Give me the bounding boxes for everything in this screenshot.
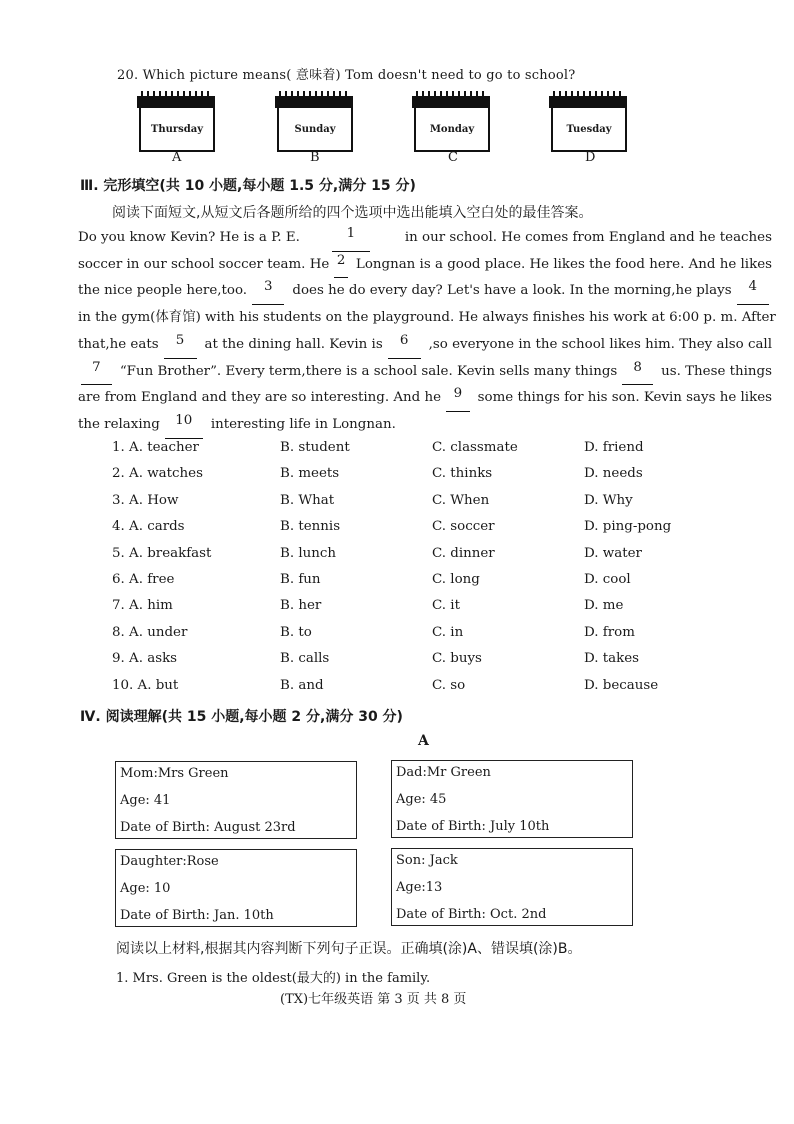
calendar-day: Sunday	[277, 106, 353, 152]
passage-label: A	[418, 733, 429, 749]
option-row	[112, 546, 712, 566]
calendar-day: Tuesday	[551, 106, 627, 152]
option-choice: B. her	[280, 598, 322, 614]
option-choice: C. thinks	[432, 466, 493, 482]
option-choice: D. me	[584, 598, 624, 614]
passage-text: that,he eats	[78, 336, 159, 352]
answer-blank: 10	[165, 412, 203, 439]
option-choice: 2. A. watches	[112, 466, 203, 482]
card-role: Son: Jack	[396, 853, 458, 868]
calendar-label-b: B	[310, 150, 320, 165]
question-20: 20. Which picture means( 意味着) Tom doesn't need to go to school?	[117, 68, 576, 83]
option-choice: C. classmate	[432, 440, 518, 455]
option-choice: 7. A. him	[112, 598, 173, 614]
family-info-card	[115, 761, 357, 839]
option-choice: C. so	[432, 677, 466, 693]
card-role: Dad:Mr Green	[396, 765, 491, 780]
passage-line	[78, 252, 772, 279]
calendar-rings	[279, 91, 349, 101]
option-row	[112, 493, 712, 513]
card-age: Age:13	[396, 880, 443, 895]
answer-blank: 3	[252, 278, 284, 305]
page-footer: (TX)七年级英语 第 3 页 共 8 页	[280, 992, 467, 1007]
card-dob: Date of Birth: July 10th	[396, 819, 550, 834]
family-info-card	[115, 849, 357, 927]
option-choice: C. long	[432, 572, 480, 587]
option-choice: 10. A. but	[112, 677, 179, 693]
passage-text: the nice people here,too.	[78, 283, 248, 299]
card-dob: Date of Birth: August 23rd	[120, 820, 296, 835]
passage-line	[78, 278, 772, 305]
card-dob: Date of Birth: Jan. 10th	[120, 908, 274, 923]
answer-blank: 5	[164, 332, 197, 359]
passage-text: Longnan is a good place. He likes the food here. And he likes	[355, 256, 772, 272]
option-choice: D. friend	[584, 440, 644, 455]
option-choice: B. What	[280, 492, 335, 508]
passage-text: in our school. He comes from England and he teaches	[404, 230, 772, 245]
option-choice: 9. A. asks	[112, 651, 178, 667]
option-choice: C. buys	[432, 651, 482, 667]
cloze-heading: Ⅲ. 完形填空(共 10 小题,每小题 1.5 分,满分 15 分)	[80, 178, 416, 194]
option-choice: B. calls	[280, 651, 330, 667]
option-choice: C. in	[432, 624, 464, 640]
option-row	[112, 440, 712, 460]
option-choice: B. meets	[280, 466, 340, 482]
passage-line	[78, 412, 772, 439]
option-choice: D. ping-pong	[584, 519, 672, 535]
card-role: Mom:Mrs Green	[120, 766, 229, 781]
option-choice: B. tennis	[280, 519, 341, 535]
answer-blank: 1	[332, 225, 370, 252]
option-row	[112, 651, 712, 671]
passage-text: are from England and they are so interesting. And he	[78, 390, 442, 406]
passage-text: in the gym(体育馆) with his students on the playground. He always finishes his work at 6:00 p. m. After	[78, 310, 776, 326]
answer-blank: 2	[334, 252, 348, 279]
passage-text: ,so everyone in the school likes him. They also call	[428, 336, 772, 352]
passage-line	[78, 385, 772, 412]
passage-line	[78, 359, 772, 386]
calendar-label-d: D	[585, 150, 596, 165]
option-choice: 3. A. How	[112, 492, 179, 508]
calendar-rings	[553, 91, 623, 101]
option-choice: B. fun	[280, 572, 321, 587]
passage-text: does he do every day? Let's have a look. In the morning,he plays	[292, 283, 732, 299]
card-age: Age: 10	[120, 881, 171, 896]
card-age: Age: 45	[396, 792, 447, 807]
answer-blank: 6	[388, 332, 421, 359]
option-row	[112, 466, 712, 486]
answer-blank: 9	[446, 385, 470, 412]
passage-text: “Fun Brother”. Every term,there is a school sale. Kevin sells many things	[119, 363, 618, 379]
reading-instruction: 阅读以上材料,根据其内容判断下列句子正误。正确填(涂)A、错误填(涂)B。	[116, 941, 582, 957]
passage-text: interesting life in Longnan.	[210, 416, 396, 432]
passage-line	[78, 332, 772, 359]
reading-heading: Ⅳ. 阅读理解(共 15 小题,每小题 2 分,满分 30 分)	[80, 709, 403, 725]
passage-text: the relaxing	[78, 416, 160, 432]
calendar-rings	[141, 91, 211, 101]
passage-text: Do you know Kevin? He is a P. E.	[78, 230, 300, 245]
option-choice: B. student	[280, 440, 350, 455]
option-choice: B. and	[280, 677, 324, 693]
option-row	[112, 519, 712, 539]
answer-blank: 7	[81, 359, 112, 386]
option-choice: D. water	[584, 545, 642, 561]
cloze-instruction: 阅读下面短文,从短文后各题所给的四个选项中选出能填入空白处的最佳答案。	[112, 205, 593, 221]
option-choice: D. from	[584, 624, 635, 640]
calendar-option-b	[277, 96, 351, 150]
option-choice: B. to	[280, 624, 312, 640]
option-choice: 4. A. cards	[112, 519, 185, 535]
option-row	[112, 625, 712, 645]
option-choice: D. cool	[584, 572, 631, 587]
option-choice: 1. A. teacher	[112, 440, 199, 455]
passage-text: some things for his son. Kevin says he likes	[477, 390, 772, 406]
cloze-passage	[78, 225, 776, 439]
option-row	[112, 678, 712, 698]
option-choice: 8. A. under	[112, 624, 188, 640]
card-dob: Date of Birth: Oct. 2nd	[396, 907, 547, 922]
option-choice: C. dinner	[432, 545, 495, 561]
option-choice: 6. A. free	[112, 572, 175, 587]
option-choice: D. because	[584, 677, 659, 693]
family-info-card	[391, 848, 633, 926]
calendar-label-c: C	[448, 150, 458, 165]
passage-line	[78, 225, 772, 252]
option-choice: D. takes	[584, 651, 640, 667]
passage-text: us. These things	[661, 363, 772, 379]
calendar-option-c	[414, 96, 488, 150]
calendar-day: Thursday	[139, 106, 215, 152]
option-choice: D. Why	[584, 492, 633, 508]
option-choice: C. When	[432, 492, 490, 508]
option-choice: C. it	[432, 598, 460, 614]
passage-line	[78, 305, 776, 332]
option-choice: D. needs	[584, 466, 643, 482]
passage-text: at the dining hall. Kevin is	[204, 336, 383, 352]
card-role: Daughter:Rose	[120, 854, 219, 869]
option-choice: C. soccer	[432, 519, 495, 535]
calendar-option-d	[551, 96, 625, 150]
calendar-option-a	[139, 96, 213, 150]
family-info-card	[391, 760, 633, 838]
option-choice: B. lunch	[280, 545, 337, 561]
option-row	[112, 598, 712, 618]
calendar-rings	[416, 91, 486, 101]
passage-text: soccer in our school soccer team. He	[78, 256, 330, 272]
option-choice: 5. A. breakfast	[112, 545, 212, 561]
card-age: Age: 41	[120, 793, 171, 808]
calendar-label-a: A	[172, 150, 182, 165]
option-row	[112, 572, 712, 592]
calendar-day: Monday	[414, 106, 490, 152]
answer-blank: 4	[737, 278, 769, 305]
answer-blank: 8	[622, 359, 653, 386]
reading-question-1: 1. Mrs. Green is the oldest(最大的) in the family.	[116, 971, 431, 986]
